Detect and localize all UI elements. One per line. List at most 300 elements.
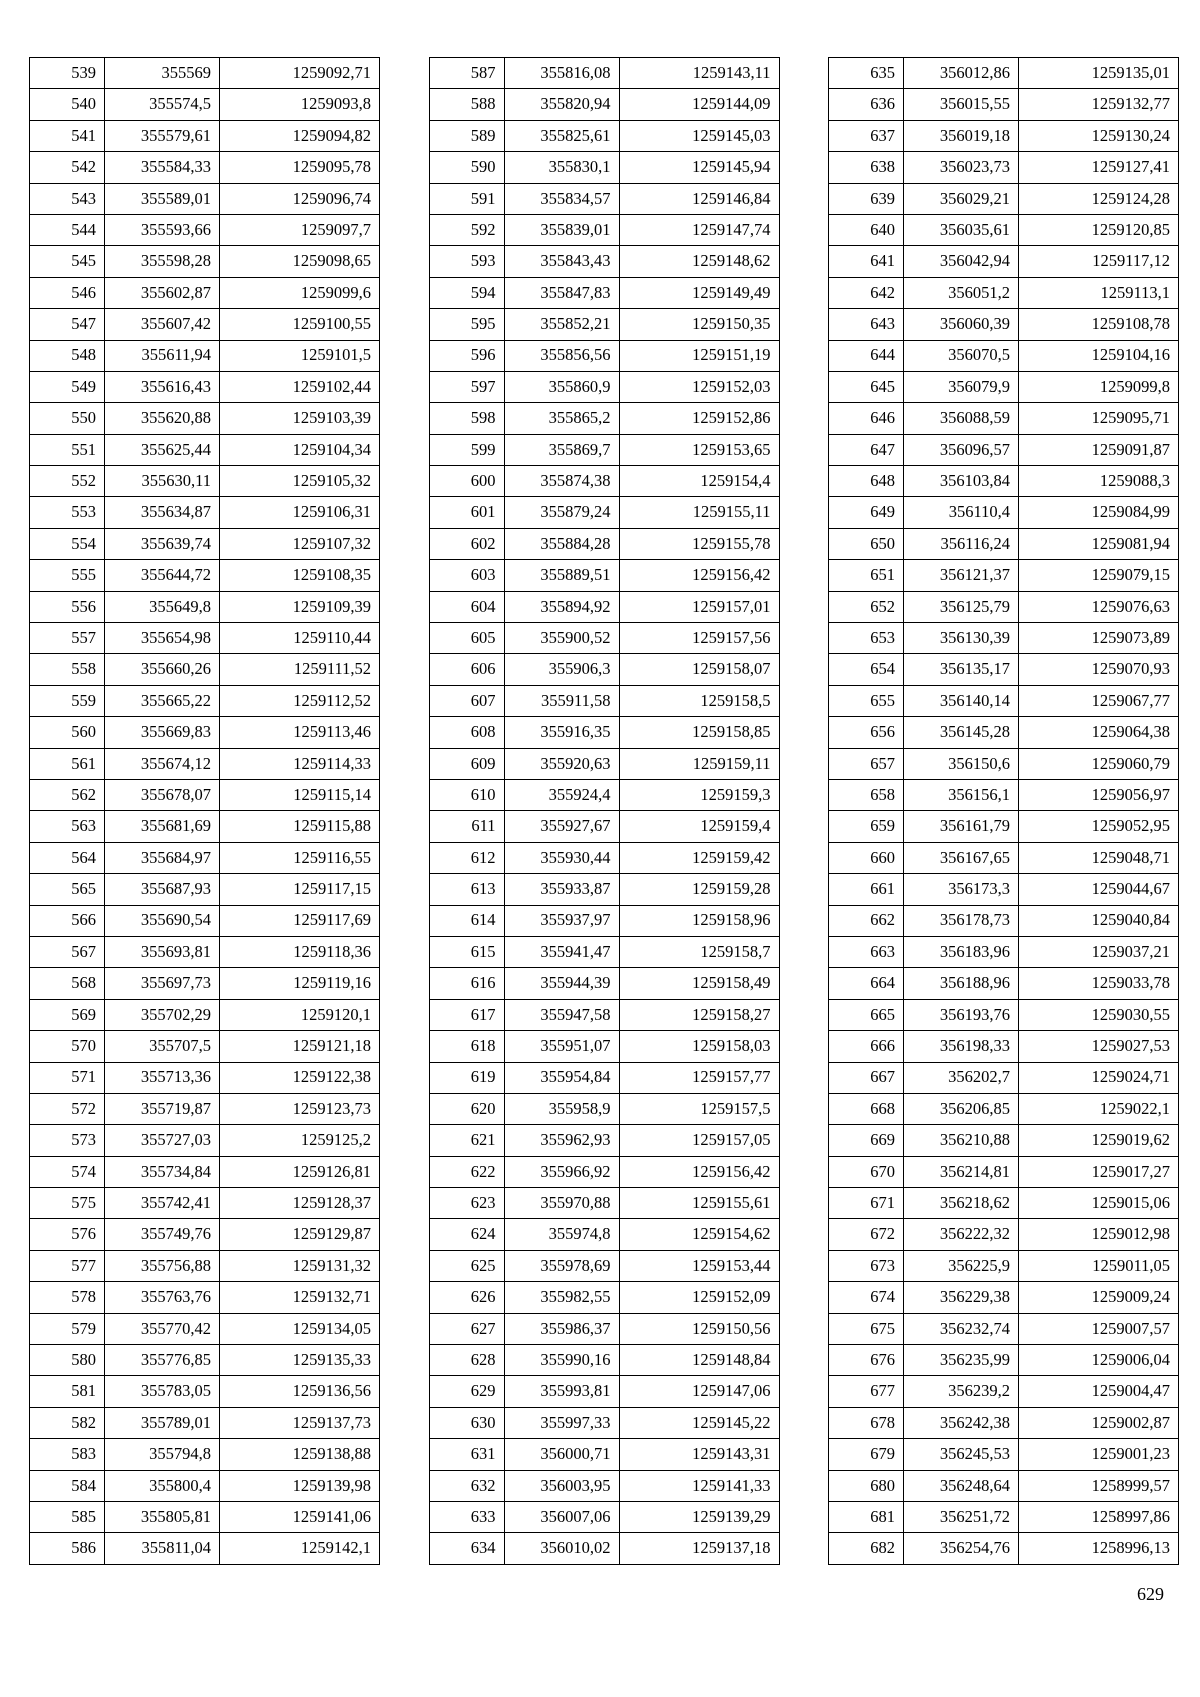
y-coordinate-cell: 1259027,53 <box>1019 1031 1179 1062</box>
table-row <box>30 497 380 528</box>
point-number-cell: 645 <box>829 371 904 402</box>
x-coordinate-cell: 356167,65 <box>904 842 1019 873</box>
point-number-cell: 609 <box>429 748 504 779</box>
x-coordinate-cell: 355665,22 <box>105 685 220 716</box>
table-row <box>829 246 1179 277</box>
point-number-cell: 557 <box>30 623 105 654</box>
table-row <box>30 968 380 999</box>
table-row <box>429 623 779 654</box>
x-coordinate-cell: 355906,3 <box>504 654 619 685</box>
x-coordinate-cell: 355713,36 <box>105 1062 220 1093</box>
point-number-cell: 572 <box>30 1093 105 1124</box>
y-coordinate-cell: 1259131,32 <box>220 1250 380 1281</box>
table-row <box>829 1345 1179 1376</box>
x-coordinate-cell: 355839,01 <box>504 214 619 245</box>
x-coordinate-cell: 356198,33 <box>904 1031 1019 1062</box>
point-number-cell: 617 <box>429 999 504 1030</box>
y-coordinate-cell: 1259147,06 <box>619 1376 779 1407</box>
point-number-cell: 560 <box>30 717 105 748</box>
x-coordinate-cell: 356007,06 <box>504 1501 619 1532</box>
x-coordinate-cell: 356193,76 <box>904 999 1019 1030</box>
table-row <box>429 1093 779 1124</box>
y-coordinate-cell: 1259128,37 <box>220 1188 380 1219</box>
point-number-cell: 651 <box>829 560 904 591</box>
y-coordinate-cell: 1259157,01 <box>619 591 779 622</box>
table-row <box>30 560 380 591</box>
y-coordinate-cell: 1259099,6 <box>220 277 380 308</box>
table-row <box>829 528 1179 559</box>
point-number-cell: 550 <box>30 403 105 434</box>
table-row <box>429 1188 779 1219</box>
point-number-cell: 674 <box>829 1282 904 1313</box>
point-number-cell: 611 <box>429 811 504 842</box>
point-number-cell: 673 <box>829 1250 904 1281</box>
y-coordinate-cell: 1259152,86 <box>619 403 779 434</box>
x-coordinate-cell: 356029,21 <box>904 183 1019 214</box>
x-coordinate-cell: 355830,1 <box>504 152 619 183</box>
y-coordinate-cell: 1259122,38 <box>220 1062 380 1093</box>
x-coordinate-cell: 355825,61 <box>504 120 619 151</box>
x-coordinate-cell: 355894,92 <box>504 591 619 622</box>
table-row <box>829 1501 1179 1532</box>
table-row <box>829 466 1179 497</box>
y-coordinate-cell: 1259012,98 <box>1019 1219 1179 1250</box>
table-row <box>829 1031 1179 1062</box>
point-number-cell: 625 <box>429 1250 504 1281</box>
y-coordinate-cell: 1259143,11 <box>619 58 779 89</box>
point-number-cell: 580 <box>30 1345 105 1376</box>
table-row <box>30 779 380 810</box>
table-row <box>30 874 380 905</box>
x-coordinate-cell: 355687,93 <box>105 874 220 905</box>
point-number-cell: 586 <box>30 1533 105 1564</box>
y-coordinate-cell: 1259117,69 <box>220 905 380 936</box>
x-coordinate-cell: 355958,9 <box>504 1093 619 1124</box>
point-number-cell: 596 <box>429 340 504 371</box>
table-row <box>429 717 779 748</box>
x-coordinate-cell: 355944,39 <box>504 968 619 999</box>
point-number-cell: 680 <box>829 1470 904 1501</box>
point-number-cell: 634 <box>429 1533 504 1564</box>
table-row <box>30 183 380 214</box>
point-number-cell: 670 <box>829 1156 904 1187</box>
table-row <box>829 1376 1179 1407</box>
table-row <box>429 779 779 810</box>
table-row <box>429 591 779 622</box>
x-coordinate-cell: 355693,81 <box>105 936 220 967</box>
x-coordinate-cell: 355616,43 <box>105 371 220 402</box>
y-coordinate-cell: 1259111,52 <box>220 654 380 685</box>
table-row <box>30 89 380 120</box>
table-row <box>429 1439 779 1470</box>
point-number-cell: 677 <box>829 1376 904 1407</box>
coordinate-table-1 <box>29 57 380 1565</box>
point-number-cell: 655 <box>829 685 904 716</box>
y-coordinate-cell: 1259112,52 <box>220 685 380 716</box>
x-coordinate-cell: 355611,94 <box>105 340 220 371</box>
x-coordinate-cell: 356254,76 <box>904 1533 1019 1564</box>
y-coordinate-cell: 1259048,71 <box>1019 842 1179 873</box>
table-row <box>30 1376 380 1407</box>
point-number-cell: 624 <box>429 1219 504 1250</box>
point-number-cell: 568 <box>30 968 105 999</box>
point-number-cell: 576 <box>30 1219 105 1250</box>
table-row <box>829 717 1179 748</box>
x-coordinate-cell: 355816,08 <box>504 58 619 89</box>
x-coordinate-cell: 355933,87 <box>504 874 619 905</box>
x-coordinate-cell: 355620,88 <box>105 403 220 434</box>
table-row <box>829 183 1179 214</box>
x-coordinate-cell: 356010,02 <box>504 1533 619 1564</box>
point-number-cell: 591 <box>429 183 504 214</box>
y-coordinate-cell: 1258997,86 <box>1019 1501 1179 1532</box>
y-coordinate-cell: 1259156,42 <box>619 1156 779 1187</box>
x-coordinate-cell: 356103,84 <box>904 466 1019 497</box>
point-number-cell: 676 <box>829 1345 904 1376</box>
table-row <box>829 1062 1179 1093</box>
y-coordinate-cell: 1259110,44 <box>220 623 380 654</box>
table-row <box>30 1062 380 1093</box>
table-row <box>30 1407 380 1438</box>
y-coordinate-cell: 1259127,41 <box>1019 152 1179 183</box>
x-coordinate-cell: 355789,01 <box>105 1407 220 1438</box>
table-row <box>429 1533 779 1564</box>
y-coordinate-cell: 1259067,77 <box>1019 685 1179 716</box>
x-coordinate-cell: 355860,9 <box>504 371 619 402</box>
coordinate-table-body <box>829 58 1179 1565</box>
x-coordinate-cell: 356121,37 <box>904 560 1019 591</box>
y-coordinate-cell: 1259056,97 <box>1019 779 1179 810</box>
table-row <box>429 152 779 183</box>
table-row <box>829 560 1179 591</box>
x-coordinate-cell: 355756,88 <box>105 1250 220 1281</box>
point-number-cell: 592 <box>429 214 504 245</box>
table-row <box>829 1219 1179 1250</box>
y-coordinate-cell: 1259060,79 <box>1019 748 1179 779</box>
point-number-cell: 542 <box>30 152 105 183</box>
y-coordinate-cell: 1259015,06 <box>1019 1188 1179 1219</box>
x-coordinate-cell: 356110,4 <box>904 497 1019 528</box>
table-row <box>829 1470 1179 1501</box>
table-row <box>30 1125 380 1156</box>
table-row <box>429 497 779 528</box>
x-coordinate-cell: 355951,07 <box>504 1031 619 1062</box>
x-coordinate-cell: 355954,84 <box>504 1062 619 1093</box>
x-coordinate-cell: 355727,03 <box>105 1125 220 1156</box>
x-coordinate-cell: 355900,52 <box>504 623 619 654</box>
point-number-cell: 569 <box>30 999 105 1030</box>
y-coordinate-cell: 1259159,42 <box>619 842 779 873</box>
x-coordinate-cell: 355856,56 <box>504 340 619 371</box>
x-coordinate-cell: 355990,16 <box>504 1345 619 1376</box>
x-coordinate-cell: 355690,54 <box>105 905 220 936</box>
y-coordinate-cell: 1259106,31 <box>220 497 380 528</box>
point-number-cell: 541 <box>30 120 105 151</box>
point-number-cell: 608 <box>429 717 504 748</box>
y-coordinate-cell: 1259103,39 <box>220 403 380 434</box>
x-coordinate-cell: 356003,95 <box>504 1470 619 1501</box>
table-row <box>429 1282 779 1313</box>
point-number-cell: 621 <box>429 1125 504 1156</box>
table-row <box>829 748 1179 779</box>
y-coordinate-cell: 1259117,15 <box>220 874 380 905</box>
point-number-cell: 543 <box>30 183 105 214</box>
y-coordinate-cell: 1259157,56 <box>619 623 779 654</box>
x-coordinate-cell: 356202,7 <box>904 1062 1019 1093</box>
table-row <box>30 277 380 308</box>
y-coordinate-cell: 1259004,47 <box>1019 1376 1179 1407</box>
x-coordinate-cell: 356012,86 <box>904 58 1019 89</box>
point-number-cell: 581 <box>30 1376 105 1407</box>
x-coordinate-cell: 355569 <box>105 58 220 89</box>
table-row <box>429 183 779 214</box>
x-coordinate-cell: 355974,8 <box>504 1219 619 1250</box>
table-row <box>429 1470 779 1501</box>
x-coordinate-cell: 355986,37 <box>504 1313 619 1344</box>
table-row <box>30 842 380 873</box>
point-number-cell: 604 <box>429 591 504 622</box>
point-number-cell: 622 <box>429 1156 504 1187</box>
y-coordinate-cell: 1259158,85 <box>619 717 779 748</box>
point-number-cell: 616 <box>429 968 504 999</box>
table-row <box>30 1250 380 1281</box>
y-coordinate-cell: 1259147,74 <box>619 214 779 245</box>
table-row <box>30 1219 380 1250</box>
table-row <box>829 1188 1179 1219</box>
point-number-cell: 656 <box>829 717 904 748</box>
point-number-cell: 593 <box>429 246 504 277</box>
y-coordinate-cell: 1259130,24 <box>1019 120 1179 151</box>
table-row <box>829 685 1179 716</box>
point-number-cell: 615 <box>429 936 504 967</box>
x-coordinate-cell: 355749,76 <box>105 1219 220 1250</box>
table-row <box>829 905 1179 936</box>
x-coordinate-cell: 356232,74 <box>904 1313 1019 1344</box>
y-coordinate-cell: 1259146,84 <box>619 183 779 214</box>
table-row <box>30 1282 380 1313</box>
x-coordinate-cell: 355800,4 <box>105 1470 220 1501</box>
y-coordinate-cell: 1259152,03 <box>619 371 779 402</box>
x-coordinate-cell: 355865,2 <box>504 403 619 434</box>
coordinate-tables <box>29 57 1179 1565</box>
point-number-cell: 679 <box>829 1439 904 1470</box>
x-coordinate-cell: 355834,57 <box>504 183 619 214</box>
table-row <box>829 152 1179 183</box>
y-coordinate-cell: 1259135,33 <box>220 1345 380 1376</box>
x-coordinate-cell: 356156,1 <box>904 779 1019 810</box>
table-row <box>829 1407 1179 1438</box>
point-number-cell: 663 <box>829 936 904 967</box>
table-row <box>429 371 779 402</box>
table-row <box>829 968 1179 999</box>
x-coordinate-cell: 355927,67 <box>504 811 619 842</box>
y-coordinate-cell: 1259145,03 <box>619 120 779 151</box>
y-coordinate-cell: 1259030,55 <box>1019 999 1179 1030</box>
table-row <box>30 717 380 748</box>
x-coordinate-cell: 355654,98 <box>105 623 220 654</box>
x-coordinate-cell: 356145,28 <box>904 717 1019 748</box>
x-coordinate-cell: 356088,59 <box>904 403 1019 434</box>
point-number-cell: 539 <box>30 58 105 89</box>
y-coordinate-cell: 1259120,1 <box>220 999 380 1030</box>
y-coordinate-cell: 1259104,34 <box>220 434 380 465</box>
x-coordinate-cell: 356222,32 <box>904 1219 1019 1250</box>
y-coordinate-cell: 1259158,96 <box>619 905 779 936</box>
table-row <box>30 936 380 967</box>
y-coordinate-cell: 1259073,89 <box>1019 623 1179 654</box>
table-row <box>30 1439 380 1470</box>
table-row <box>829 89 1179 120</box>
y-coordinate-cell: 1259154,4 <box>619 466 779 497</box>
y-coordinate-cell: 1259095,71 <box>1019 403 1179 434</box>
table-row <box>829 591 1179 622</box>
point-number-cell: 587 <box>429 58 504 89</box>
point-number-cell: 548 <box>30 340 105 371</box>
point-number-cell: 653 <box>829 623 904 654</box>
table-row <box>829 371 1179 402</box>
point-number-cell: 583 <box>30 1439 105 1470</box>
point-number-cell: 598 <box>429 403 504 434</box>
x-coordinate-cell: 355982,55 <box>504 1282 619 1313</box>
x-coordinate-cell: 356035,61 <box>904 214 1019 245</box>
y-coordinate-cell: 1259120,85 <box>1019 214 1179 245</box>
y-coordinate-cell: 1259097,7 <box>220 214 380 245</box>
table-row <box>829 1125 1179 1156</box>
point-number-cell: 607 <box>429 685 504 716</box>
y-coordinate-cell: 1259136,56 <box>220 1376 380 1407</box>
x-coordinate-cell: 355770,42 <box>105 1313 220 1344</box>
point-number-cell: 642 <box>829 277 904 308</box>
point-number-cell: 646 <box>829 403 904 434</box>
y-coordinate-cell: 1259150,56 <box>619 1313 779 1344</box>
table-row <box>829 120 1179 151</box>
table-row <box>429 309 779 340</box>
point-number-cell: 556 <box>30 591 105 622</box>
x-coordinate-cell: 355997,33 <box>504 1407 619 1438</box>
point-number-cell: 639 <box>829 183 904 214</box>
point-number-cell: 595 <box>429 309 504 340</box>
table-row <box>429 1250 779 1281</box>
y-coordinate-cell: 1259115,14 <box>220 779 380 810</box>
x-coordinate-cell: 355707,5 <box>105 1031 220 1062</box>
table-row <box>829 1533 1179 1564</box>
point-number-cell: 579 <box>30 1313 105 1344</box>
x-coordinate-cell: 355678,07 <box>105 779 220 810</box>
table-row <box>829 874 1179 905</box>
y-coordinate-cell: 1259157,5 <box>619 1093 779 1124</box>
x-coordinate-cell: 355869,7 <box>504 434 619 465</box>
x-coordinate-cell: 356251,72 <box>904 1501 1019 1532</box>
point-number-cell: 554 <box>30 528 105 559</box>
point-number-cell: 590 <box>429 152 504 183</box>
point-number-cell: 552 <box>30 466 105 497</box>
y-coordinate-cell: 1259126,81 <box>220 1156 380 1187</box>
y-coordinate-cell: 1259148,62 <box>619 246 779 277</box>
x-coordinate-cell: 355697,73 <box>105 968 220 999</box>
point-number-cell: 620 <box>429 1093 504 1124</box>
point-number-cell: 544 <box>30 214 105 245</box>
x-coordinate-cell: 356130,39 <box>904 623 1019 654</box>
y-coordinate-cell: 1259076,63 <box>1019 591 1179 622</box>
y-coordinate-cell: 1259092,71 <box>220 58 380 89</box>
y-coordinate-cell: 1259158,5 <box>619 685 779 716</box>
x-coordinate-cell: 355884,28 <box>504 528 619 559</box>
x-coordinate-cell: 355598,28 <box>105 246 220 277</box>
y-coordinate-cell: 1259158,7 <box>619 936 779 967</box>
point-number-cell: 682 <box>829 1533 904 1564</box>
table-row <box>30 1533 380 1564</box>
x-coordinate-cell: 355941,47 <box>504 936 619 967</box>
y-coordinate-cell: 1259135,01 <box>1019 58 1179 89</box>
y-coordinate-cell: 1259095,78 <box>220 152 380 183</box>
point-number-cell: 562 <box>30 779 105 810</box>
x-coordinate-cell: 356248,64 <box>904 1470 1019 1501</box>
table-row <box>30 214 380 245</box>
y-coordinate-cell: 1259137,73 <box>220 1407 380 1438</box>
point-number-cell: 649 <box>829 497 904 528</box>
point-number-cell: 546 <box>30 277 105 308</box>
table-row <box>30 811 380 842</box>
y-coordinate-cell: 1259145,94 <box>619 152 779 183</box>
table-row <box>30 905 380 936</box>
y-coordinate-cell: 1258999,57 <box>1019 1470 1179 1501</box>
table-row <box>429 214 779 245</box>
point-number-cell: 637 <box>829 120 904 151</box>
point-number-cell: 565 <box>30 874 105 905</box>
x-coordinate-cell: 356239,2 <box>904 1376 1019 1407</box>
point-number-cell: 660 <box>829 842 904 873</box>
x-coordinate-cell: 355794,8 <box>105 1439 220 1470</box>
y-coordinate-cell: 1259102,44 <box>220 371 380 402</box>
point-number-cell: 588 <box>429 89 504 120</box>
x-coordinate-cell: 355589,01 <box>105 183 220 214</box>
point-number-cell: 578 <box>30 1282 105 1313</box>
point-number-cell: 584 <box>30 1470 105 1501</box>
table-row <box>30 152 380 183</box>
table-row <box>429 1125 779 1156</box>
x-coordinate-cell: 355684,97 <box>105 842 220 873</box>
y-coordinate-cell: 1259113,46 <box>220 717 380 748</box>
y-coordinate-cell: 1259093,8 <box>220 89 380 120</box>
coordinate-table-body <box>429 58 779 1565</box>
x-coordinate-cell: 356229,38 <box>904 1282 1019 1313</box>
y-coordinate-cell: 1259155,61 <box>619 1188 779 1219</box>
y-coordinate-cell: 1259155,11 <box>619 497 779 528</box>
table-row <box>30 340 380 371</box>
table-row <box>829 340 1179 371</box>
x-coordinate-cell: 356206,85 <box>904 1093 1019 1124</box>
x-coordinate-cell: 356214,81 <box>904 1156 1019 1187</box>
point-number-cell: 668 <box>829 1093 904 1124</box>
table-row <box>429 434 779 465</box>
x-coordinate-cell: 355852,21 <box>504 309 619 340</box>
table-row <box>429 1345 779 1376</box>
point-number-cell: 585 <box>30 1501 105 1532</box>
x-coordinate-cell: 355916,35 <box>504 717 619 748</box>
point-number-cell: 672 <box>829 1219 904 1250</box>
table-row <box>30 1093 380 1124</box>
point-number-cell: 561 <box>30 748 105 779</box>
table-row <box>429 403 779 434</box>
point-number-cell: 636 <box>829 89 904 120</box>
point-number-cell: 599 <box>429 434 504 465</box>
y-coordinate-cell: 1259157,77 <box>619 1062 779 1093</box>
table-row <box>829 309 1179 340</box>
y-coordinate-cell: 1259121,18 <box>220 1031 380 1062</box>
point-number-cell: 661 <box>829 874 904 905</box>
x-coordinate-cell: 355669,83 <box>105 717 220 748</box>
y-coordinate-cell: 1259084,99 <box>1019 497 1179 528</box>
